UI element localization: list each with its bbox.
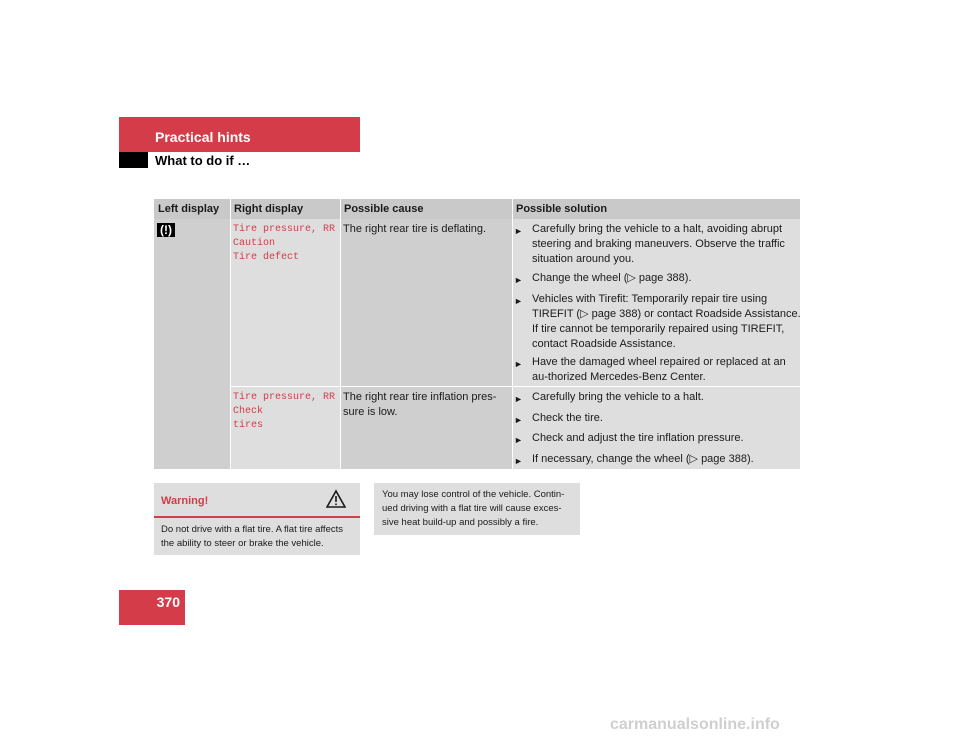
- arrow-bullet-icon: ►: [514, 435, 523, 445]
- solution-text: Have the damaged wheel repaired or replaced at an au-thorized Mercedes-Benz Center.: [532, 356, 786, 383]
- solution-step: [514, 411, 802, 426]
- arrow-bullet-icon: ►: [514, 359, 523, 369]
- right-display-row-2: [233, 391, 338, 433]
- solution-text: If necessary, change the wheel (▷ page 388).: [532, 453, 754, 465]
- solution-text: Check the tire.: [532, 412, 603, 424]
- col-header-possible-solution: Possible solution: [512, 199, 800, 219]
- tire-pressure-icon: (!): [157, 223, 175, 237]
- col-header-possible-cause: Possible cause: [340, 199, 512, 219]
- col-bg-left: [154, 219, 230, 469]
- cause-row-1: The right rear tire is deflating.: [343, 223, 487, 235]
- arrow-bullet-icon: ►: [514, 394, 523, 404]
- col-header-left-display: Left display: [154, 199, 230, 219]
- section-title: Practical hints: [155, 129, 251, 145]
- solution-step: [514, 431, 802, 446]
- warning-box: [154, 483, 360, 555]
- display-line: Tire pressure, RR: [233, 224, 336, 235]
- display-line: Check: [233, 406, 264, 417]
- watermark: carmanualsonline.info: [610, 716, 780, 733]
- warning-text: Do not drive with a flat tire. A flat tire affects the ability to steer or brake the vehicle.: [161, 524, 343, 549]
- solution-step: [514, 292, 802, 352]
- display-line: tires: [233, 420, 264, 431]
- arrow-bullet-icon: ►: [514, 415, 523, 425]
- warning-continued-box: [374, 483, 580, 535]
- solution-text: Vehicles with Tirefit: Temporarily repair tire using TIREFIT (▷ page 388) or contact Roadside Assistance. If tire cannot be temporarily repaired using TIREFIT, contact Roadside Assistance.: [532, 293, 801, 350]
- arrow-bullet-icon: ►: [514, 226, 523, 236]
- row-divider: [230, 386, 800, 387]
- cause-row-2: The right rear tire inflation pres-sure is low.: [343, 391, 497, 418]
- solution-text: Change the wheel (▷ page 388).: [532, 272, 692, 284]
- display-line: Tire defect: [233, 252, 300, 263]
- arrow-bullet-icon: ►: [514, 275, 523, 285]
- col-bg-cause: [340, 219, 512, 469]
- solution-step: [514, 355, 802, 385]
- header-marker: [119, 152, 148, 168]
- page-number: 370: [156, 594, 180, 610]
- solution-step: [514, 271, 802, 286]
- arrow-bullet-icon: ►: [514, 296, 523, 306]
- column-divider: [340, 199, 341, 469]
- arrow-bullet-icon: ►: [514, 456, 523, 466]
- solution-text: Check and adjust the tire inflation pressure.: [532, 432, 744, 444]
- message-table: [154, 199, 800, 469]
- page-number-tab: [119, 590, 185, 625]
- solution-step: [514, 452, 802, 467]
- warning-continued-text: You may lose control of the vehicle. Contin-ued driving with a flat tire will cause exces-sive heat build-up and possibly a fire.: [382, 489, 565, 528]
- solution-text: Carefully bring the vehicle to a halt.: [532, 391, 704, 403]
- solution-text: Carefully bring the vehicle to a halt, avoiding abrupt steering and braking maneuvers. Observe the traffic situation around you.: [532, 223, 785, 265]
- display-line: Caution: [233, 238, 276, 249]
- column-divider: [230, 199, 231, 469]
- section-subtitle: What to do if …: [155, 153, 251, 168]
- warning-divider: [154, 516, 360, 518]
- warning-triangle-icon: [326, 489, 346, 509]
- warning-title: Warning!: [161, 495, 209, 507]
- solution-step: [514, 222, 802, 267]
- solution-step: [514, 390, 802, 405]
- display-line: Tire pressure, RR: [233, 392, 336, 403]
- right-display-row-1: [233, 223, 338, 265]
- column-divider: [512, 199, 513, 469]
- col-header-right-display: Right display: [230, 199, 340, 219]
